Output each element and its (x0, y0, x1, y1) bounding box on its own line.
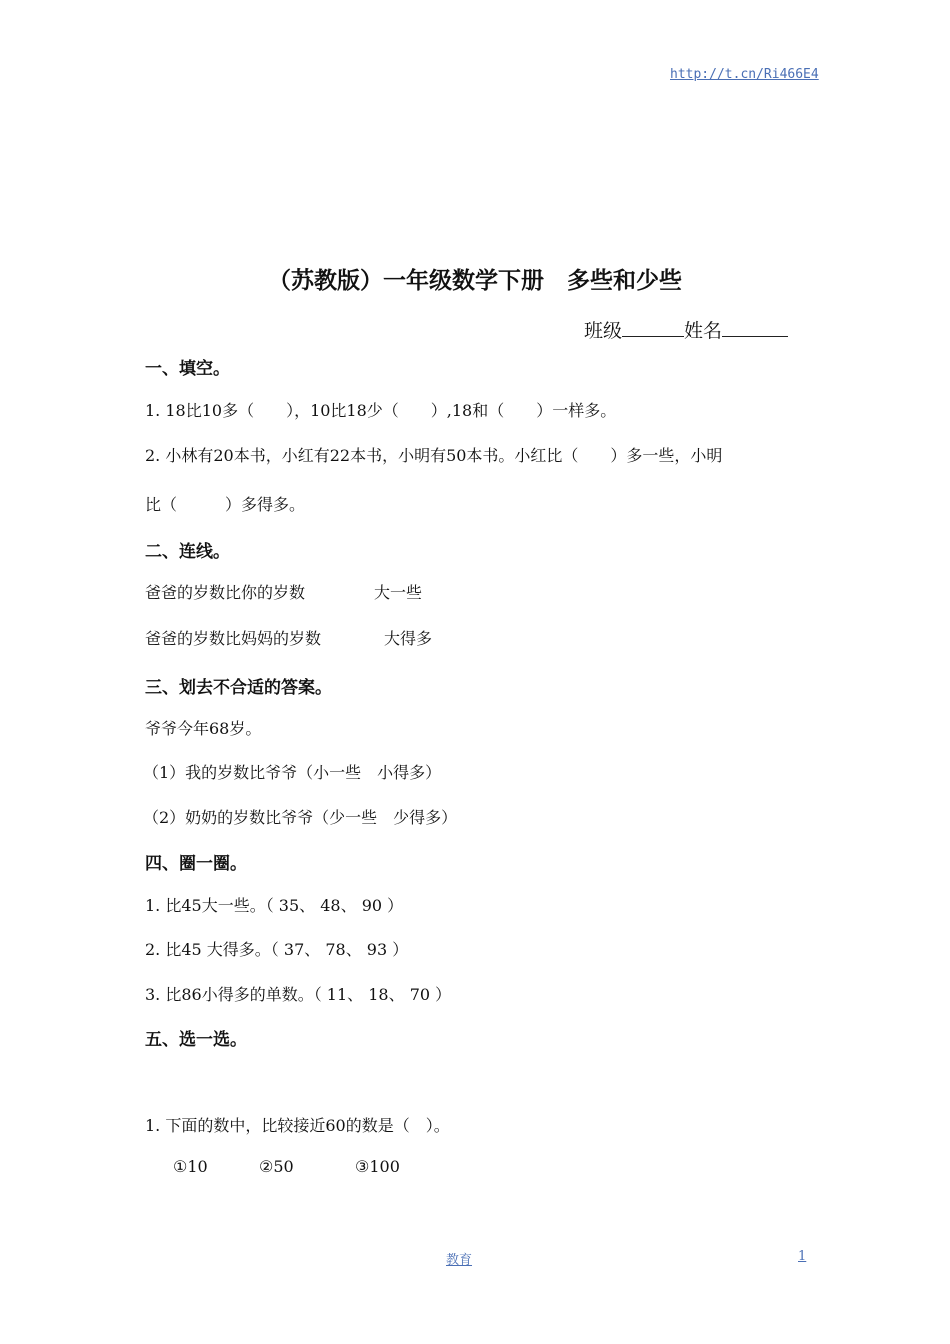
section-5-question-1: 1. 下面的数中，比较接近60的数是（ ）。 (145, 1116, 450, 1135)
section-3-heading: 三、划去不合适的答案。 (145, 678, 332, 698)
header-link[interactable]: http://t.cn/Ri466E4 (670, 67, 819, 82)
option-3: ③100 (355, 1157, 400, 1176)
section-4-heading: 四、圈一圈。 (145, 854, 247, 874)
section-1-heading: 一、填空。 (145, 359, 230, 379)
section-1-question-2-line-2: 比（ ）多得多。 (145, 495, 306, 514)
section-1-question-1: 1. 18比10多（ ），10比18少（ ）,18和（ ）一样多。 (145, 401, 617, 420)
section-3-intro: 爷爷今年68岁。 (145, 719, 262, 738)
match-right-1: 大一些 (374, 583, 423, 602)
page-number: 1 (798, 1249, 807, 1264)
option-1: ①10 (173, 1157, 208, 1176)
section-5-heading: 五、选一选。 (145, 1030, 247, 1050)
footer-link[interactable]: 教育 (446, 1253, 473, 1268)
section-3-question-2: （2）奶奶的岁数比爷爷（少一些 少得多） (143, 808, 458, 827)
name-blank[interactable] (722, 318, 788, 337)
section-1-question-2-line-1: 2. 小林有20本书，小红有22本书，小明有50本书。小红比（ ）多一些，小明 (145, 446, 723, 465)
class-blank[interactable] (622, 318, 684, 337)
section-3-question-1: （1）我的岁数比爷爷（小一些 小得多） (143, 763, 442, 782)
class-name-line (584, 316, 788, 343)
match-left-2: 爸爸的岁数比妈妈的岁数 (145, 629, 322, 648)
class-label: 班级 (584, 320, 623, 342)
section-4-question-1: 1. 比45大一些。（ 35、 48、 90 ） (145, 896, 404, 915)
section-4-question-2: 2. 比45 大得多。（ 37、 78、 93 ） (145, 940, 409, 959)
name-label: 姓名 (684, 320, 723, 342)
document-title: （苏教版）一年级数学下册 多些和少些 (268, 268, 682, 294)
section-4-question-3: 3. 比86小得多的单数。（ 11、 18、 70 ） (145, 985, 452, 1004)
option-2: ②50 (259, 1157, 294, 1176)
match-right-2: 大得多 (384, 629, 433, 648)
match-left-1: 爸爸的岁数比你的岁数 (145, 583, 306, 602)
section-2-heading: 二、连线。 (145, 542, 230, 562)
